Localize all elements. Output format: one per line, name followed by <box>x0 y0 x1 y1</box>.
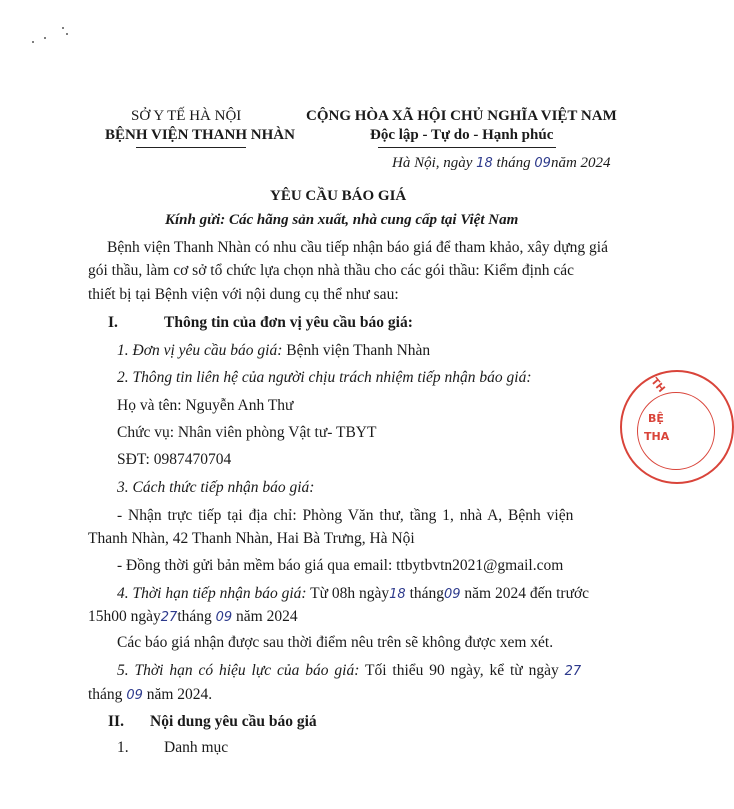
item-4-label: 4. Thời hạn tiếp nhận báo giá: <box>117 585 307 602</box>
document-title: YÊU CẦU BÁO GIÁ <box>270 188 407 204</box>
section-1-number: I. <box>108 314 118 331</box>
item-4-month1-handwritten: 09 <box>444 587 461 602</box>
contact-name: Họ và tên: Nguyễn Anh Thư <box>117 397 294 414</box>
item-3-label: 3. Cách thức tiếp nhận báo giá: <box>117 479 315 496</box>
item-5-label: 5. Thời hạn có hiệu lực của báo giá: <box>117 662 360 679</box>
intro-line-3: thiết bị tại Bệnh viện với nội dung cụ thể như sau: <box>88 286 399 303</box>
item-1-value: Bệnh viện Thanh Nhàn <box>282 342 431 359</box>
item-4-month2-handwritten: 09 <box>215 610 233 625</box>
item-2-label: 2. Thông tin liên hệ của người chịu trách nhiệm tiếp nhận báo giá: <box>117 369 532 386</box>
item-4-text-e: tháng <box>177 608 212 625</box>
item-1-label: 1. Đơn vị yêu cầu báo giá: <box>117 342 283 359</box>
receive-line-2: Thanh Nhàn, 42 Thanh Nhàn, Hai Bà Trưng, Hà Nội <box>88 530 415 547</box>
document-date <box>392 155 611 172</box>
section-1-title: Thông tin của đơn vị yêu cầu báo giá: <box>164 314 413 331</box>
item-5-text-a: Tối thiểu 90 ngày, kể từ ngày <box>359 662 559 679</box>
org-underline <box>136 147 246 148</box>
section-2-title: Nội dung yêu cầu báo giá <box>150 713 317 730</box>
org-parent: SỞ Y TẾ HÀ NỘI <box>131 108 242 124</box>
date-month-handwritten: 09 <box>534 156 551 171</box>
item-4-day2-handwritten: 27 <box>160 610 178 625</box>
item-5-day-handwritten: 27 <box>564 664 582 679</box>
stamp-text-mid1: BỆ <box>648 412 664 425</box>
scan-speck <box>62 27 64 29</box>
item-4-text-a: Từ 08h ngày <box>306 585 390 602</box>
item-4-line-1 <box>117 585 589 603</box>
item-4-text-f: năm 2024 <box>232 608 298 625</box>
item-4-text-c: năm 2024 đến trước <box>460 585 590 602</box>
org-name: BỆNH VIỆN THANH NHÀN <box>105 127 295 143</box>
late-note: Các báo giá nhận được sau thời điểm nêu trên sẽ không được xem xét. <box>117 634 554 651</box>
date-prefix: Hà Nội, ngày <box>392 155 473 171</box>
item-1 <box>117 342 430 360</box>
section-2-number: II. <box>108 713 124 730</box>
intro-line-2: gói thầu, làm cơ sở tổ chức lựa chọn nhà thầu cho các gói thầu: Kiểm định các <box>88 262 574 279</box>
item-4-text-b: tháng <box>409 585 444 602</box>
motto-underline <box>378 147 556 148</box>
recipient-line: Kính gửi: Các hãng sản xuất, nhà cung cấp tại Việt Nam <box>165 212 519 228</box>
sub-1-label: Danh mục <box>164 739 229 756</box>
scan-speck <box>66 33 68 35</box>
email-line: - Đồng thời gửi bản mềm báo giá qua email: ttbytbvtn2021@gmail.com <box>117 557 564 574</box>
item-4-text-d: 15h00 ngày <box>88 608 161 625</box>
date-day-handwritten: 18 <box>476 156 493 171</box>
item-4-day1-handwritten: 18 <box>389 587 406 602</box>
intro-line-1: Bệnh viện Thanh Nhàn có nhu cầu tiếp nhận báo giá để tham khảo, xây dựng giá <box>107 239 608 256</box>
item-5-text-b: tháng <box>88 686 123 703</box>
item-5-text-c: năm 2024. <box>142 686 213 703</box>
item-4-line-2 <box>88 608 298 626</box>
date-suffix: năm 2024 <box>550 155 611 171</box>
national-title: CỘNG HÒA XÃ HỘI CHỦ NGHĨA VIỆT NAM <box>306 108 617 124</box>
sub-1-number: 1. <box>117 739 129 756</box>
stamp-text-mid2: THA <box>644 430 670 443</box>
contact-phone: SĐT: 0987470704 <box>117 451 232 468</box>
item-5-line-1 <box>117 662 581 680</box>
item-5-month-handwritten: 09 <box>126 688 143 703</box>
scan-speck <box>32 41 34 43</box>
contact-position: Chức vụ: Nhân viên phòng Vật tư- TBYT <box>117 424 377 441</box>
scan-speck <box>44 37 46 39</box>
stamp-text-top: TH <box>648 376 667 395</box>
national-motto: Độc lập - Tự do - Hạnh phúc <box>370 127 554 143</box>
item-5-line-2 <box>88 686 212 704</box>
receive-line-1: - Nhận trực tiếp tại địa chỉ: Phòng Văn thư, tầng 1, nhà A, Bệnh viện <box>117 507 574 524</box>
date-mid: tháng <box>496 155 531 171</box>
